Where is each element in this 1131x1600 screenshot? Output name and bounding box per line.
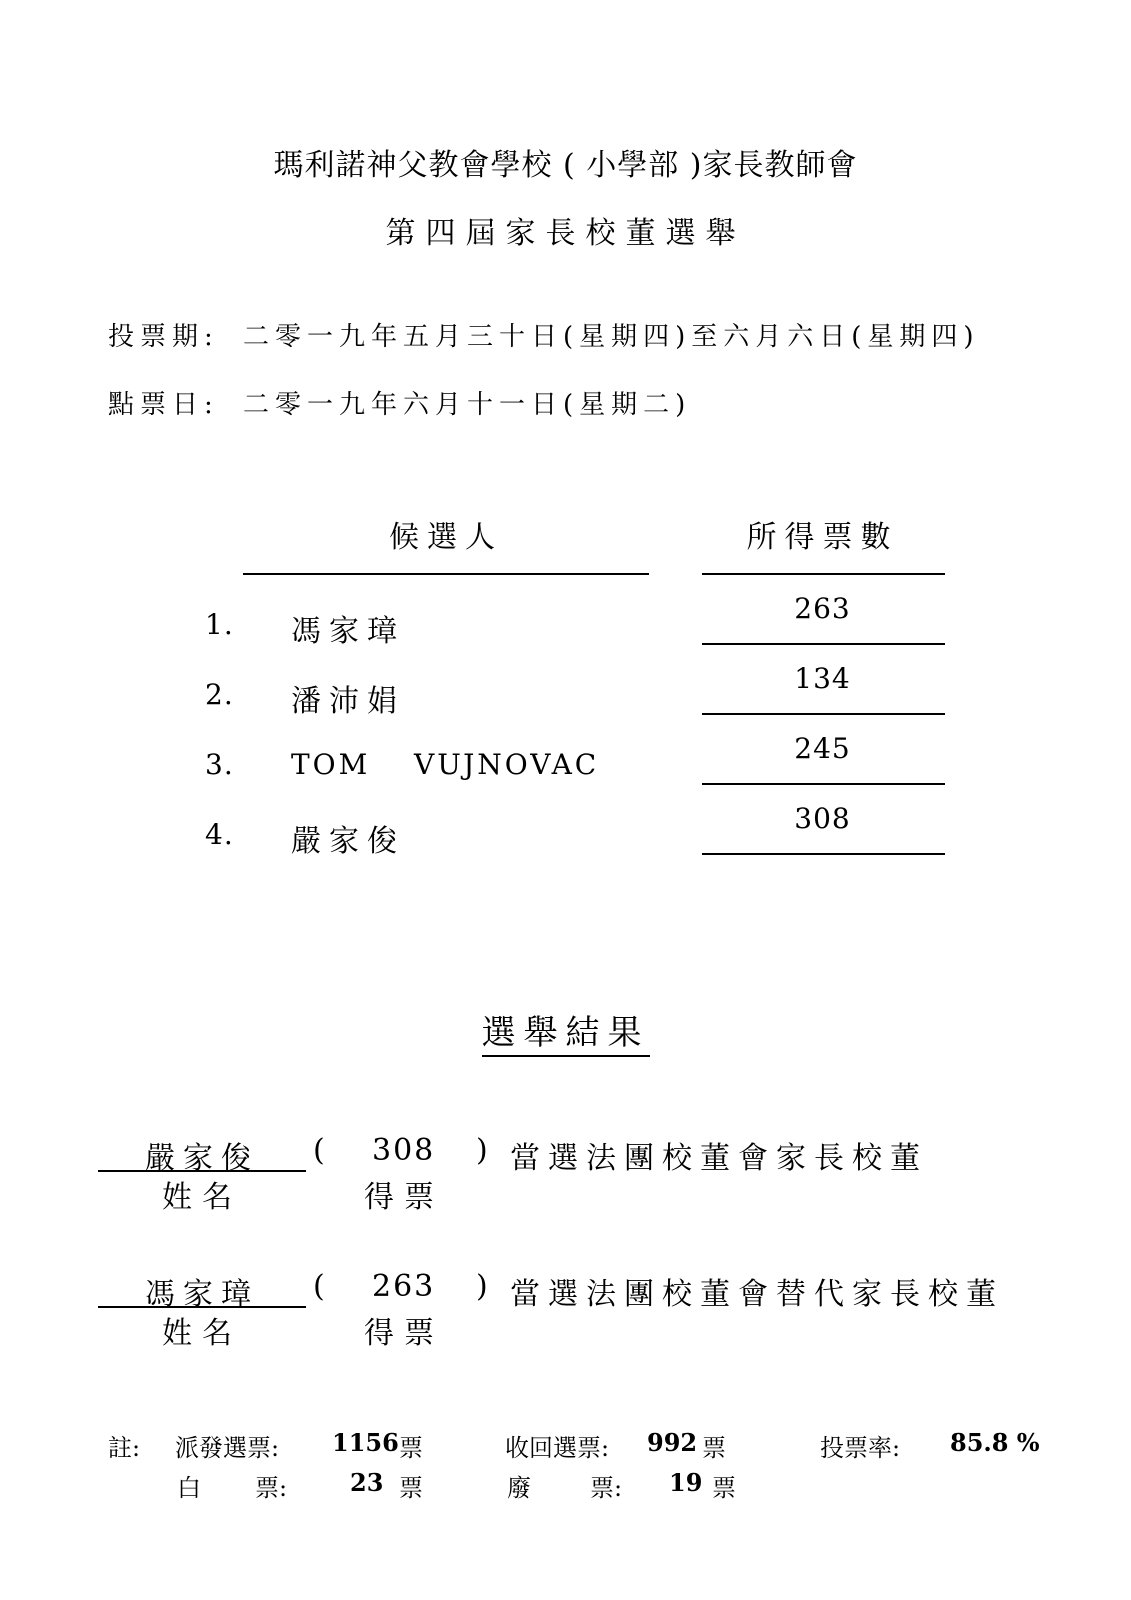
spoiled-label-tail: 票: <box>590 1474 623 1502</box>
voting-period-label: 投票期: <box>108 322 219 352</box>
candidate-surname: VUJNOVAC <box>414 748 600 781</box>
close-paren: ) <box>476 1133 496 1168</box>
winner-name: 嚴家俊 <box>145 1141 259 1176</box>
alternate-result-text: 當選法團校董會替代家長校董 <box>510 1277 1004 1312</box>
school-title: 瑪利諾神父教會學校 ( 小學部 )家長教師會 <box>273 148 858 183</box>
candidate-votes: 308 <box>794 802 851 835</box>
winner-result-text: 當選法團校董會家長校董 <box>510 1141 928 1176</box>
issued-label: 派發選票: <box>175 1434 280 1462</box>
turnout-number: 85.8 % <box>950 1428 1040 1457</box>
candidate-column-header: 候選人 <box>389 520 503 555</box>
votes-column-header: 所得票數 <box>746 520 899 555</box>
candidate-votes: 245 <box>794 732 851 765</box>
note-label: 註: <box>108 1434 141 1462</box>
close-paren: ) <box>476 1269 496 1304</box>
blank-value <box>350 1468 383 1497</box>
open-paren: ( <box>313 1133 333 1168</box>
alternate-name: 馮家璋 <box>145 1277 259 1312</box>
spoiled-value <box>669 1468 702 1497</box>
spoiled-number: 19 <box>669 1468 703 1497</box>
spoiled-label-char: 廢 <box>507 1474 531 1502</box>
issued-unit: 票 <box>399 1434 423 1462</box>
turnout-value <box>950 1428 1040 1457</box>
row-number: 4. <box>205 818 234 851</box>
voting-period-value: 二零一九年五月三十日(星期四)至六月六日(星期四) <box>243 322 980 352</box>
returned-label: 收回選票: <box>505 1434 610 1462</box>
results-title <box>0 1005 1131 1054</box>
candidate-votes: 134 <box>794 662 851 695</box>
candidate-name: TOM <box>291 748 371 781</box>
blank-unit: 票 <box>399 1474 423 1502</box>
winner-votes: 308 <box>372 1133 436 1168</box>
votes-row-rule <box>702 643 945 645</box>
counting-day-label: 點票日: <box>108 390 219 420</box>
row-number: 2. <box>205 678 234 711</box>
votes-row-rule <box>702 713 945 715</box>
candidate-name: 嚴家俊 <box>291 824 405 859</box>
issued-number: 1156 <box>332 1428 399 1457</box>
issued-value <box>332 1428 399 1457</box>
election-title: 第四屆家長校董選舉 <box>385 216 746 251</box>
votes-row-rule <box>702 783 945 785</box>
open-paren: ( <box>313 1269 333 1304</box>
candidate-name: 潘沛娟 <box>291 684 405 719</box>
candidate-votes: 263 <box>794 592 851 625</box>
returned-value <box>647 1428 697 1457</box>
results-title-text: 選舉結果 <box>482 1013 650 1057</box>
counting-day-value: 二零一九年六月十一日(星期二) <box>243 390 692 420</box>
votes-caption: 得票 <box>364 1180 444 1215</box>
candidate-header-rule <box>243 573 649 575</box>
returned-number: 992 <box>647 1428 698 1457</box>
candidate-name: 馮家璋 <box>291 614 405 649</box>
name-caption: 姓名 <box>162 1316 242 1351</box>
votes-header-rule <box>702 573 945 575</box>
blank-number: 23 <box>350 1468 384 1497</box>
row-number: 1. <box>205 608 234 641</box>
blank-label-char: 白 <box>177 1474 201 1502</box>
row-number: 3. <box>205 748 234 781</box>
name-caption: 姓名 <box>162 1180 242 1215</box>
returned-unit: 票 <box>702 1434 726 1462</box>
votes-caption: 得票 <box>364 1316 444 1351</box>
votes-row-rule <box>702 853 945 855</box>
blank-label-tail: 票: <box>255 1474 288 1502</box>
alternate-votes: 263 <box>372 1269 436 1304</box>
spoiled-unit: 票 <box>712 1474 736 1502</box>
turnout-label: 投票率: <box>820 1434 901 1462</box>
